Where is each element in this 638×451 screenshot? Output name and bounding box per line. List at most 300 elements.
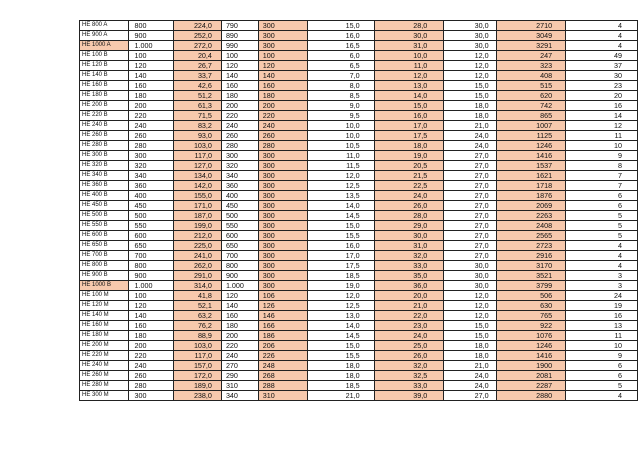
table-cell: 155,0 [173,191,221,201]
table-cell: 360 [221,181,258,191]
table-row [80,241,638,251]
table-cell: 12 [566,121,638,131]
table-row [80,211,638,221]
table-cell: 2081 [496,371,566,381]
profile-name-cell: HE 200 M [80,341,129,351]
table-cell: 16,0 [307,241,374,251]
table-row [80,181,638,191]
table-cell: 247 [496,51,566,61]
table-row [80,371,638,381]
table-cell: 24,0 [444,141,496,151]
profile-name-cell: HE 260 B [80,131,129,141]
table-cell: 28,0 [374,21,444,31]
table-cell: 515 [496,81,566,91]
profile-name-cell: HE 300 B [80,151,129,161]
table-cell: 24,0 [444,381,496,391]
table-cell: 280 [221,141,258,151]
table-cell: 790 [221,21,258,31]
table-cell: 238,0 [173,391,221,401]
table-cell: 29,0 [374,221,444,231]
table-cell: 300 [258,191,307,201]
table-cell: 12,0 [444,301,496,311]
table-cell: 27,0 [444,161,496,171]
table-cell: 15,5 [307,231,374,241]
table-cell: 37 [566,61,638,71]
table-cell: 16,0 [374,111,444,121]
table-cell: 17,0 [374,121,444,131]
table-cell: 15,0 [444,321,496,331]
table-cell: 765 [496,311,566,321]
table-cell: 300 [129,391,173,401]
table-row [80,291,638,301]
table-cell: 290 [221,371,258,381]
table-cell: 310 [221,381,258,391]
table-cell: 14 [566,111,638,121]
table-cell: 12,0 [444,61,496,71]
table-cell: 248 [258,361,307,371]
table-cell: 12,5 [307,181,374,191]
profile-name-cell: HE 320 B [80,161,129,171]
table-cell: 24 [566,291,638,301]
table-cell: 23 [566,81,638,91]
table-cell: 17,5 [374,131,444,141]
table-cell: 19,0 [307,281,374,291]
table-cell: 120 [129,301,173,311]
profile-name-cell: HE 1000 B [80,281,129,291]
table-cell: 140 [129,71,173,81]
table-cell: 3799 [496,281,566,291]
profile-name-cell: HE 220 B [80,111,129,121]
table-cell: 18,5 [307,381,374,391]
table-cell: 9,5 [307,111,374,121]
profile-name-cell: HE 160 M [80,321,129,331]
table-cell: 1718 [496,181,566,191]
table-cell: 32,0 [374,251,444,261]
table-cell: 22,5 [374,181,444,191]
table-cell: 300 [258,261,307,271]
table-cell: 280 [129,141,173,151]
table-cell: 140 [221,71,258,81]
table-cell: 157,0 [173,361,221,371]
table-cell: 52,1 [173,301,221,311]
table-cell: 106 [258,291,307,301]
table-cell: 18,0 [307,361,374,371]
table-cell: 340 [221,171,258,181]
table-cell: 31,0 [374,41,444,51]
table-cell: 890 [221,31,258,41]
table-cell: 21,0 [374,301,444,311]
table-row [80,391,638,401]
table-cell: 6 [566,361,638,371]
table-cell: 61,3 [173,101,221,111]
profile-name-cell: HE 180 M [80,331,129,341]
table-cell: 922 [496,321,566,331]
table-cell: 650 [129,241,173,251]
table-cell: 27,0 [444,251,496,261]
table-cell: 200 [129,101,173,111]
table-cell: 1.000 [221,281,258,291]
table-cell: 33,7 [173,71,221,81]
profile-name-cell: HE 400 B [80,191,129,201]
table-cell: 206 [258,341,307,351]
table-cell: 19 [566,301,638,311]
table-cell: 15,0 [307,221,374,231]
table-cell: 280 [258,141,307,151]
table-cell: 600 [221,231,258,241]
table-cell: 27,0 [444,391,496,401]
table-cell: 51,2 [173,91,221,101]
profile-name-cell: HE 160 B [80,81,129,91]
table-cell: 4 [566,41,638,51]
table-row [80,271,638,281]
table-cell: 900 [129,271,173,281]
steel-profile-table [79,20,638,401]
table-cell: 171,0 [173,201,221,211]
table-cell: 800 [221,261,258,271]
table-cell: 220 [129,111,173,121]
table-row [80,101,638,111]
table-cell: 35,0 [374,271,444,281]
table-cell: 166 [258,321,307,331]
table-cell: 142,0 [173,181,221,191]
table-cell: 10,0 [374,51,444,61]
table-cell: 9,0 [307,101,374,111]
table-cell: 8 [566,161,638,171]
table-cell: 450 [129,201,173,211]
table-cell: 340 [221,391,258,401]
table-row [80,221,638,231]
table-cell: 1416 [496,151,566,161]
table-row [80,301,638,311]
table-cell: 620 [496,91,566,101]
table-cell: 24,0 [374,331,444,341]
table-cell: 17,0 [307,251,374,261]
table-row [80,41,638,51]
profile-name-cell: HE 1000 A [80,41,129,51]
table-row [80,111,638,121]
table-cell: 300 [258,281,307,291]
table-cell: 320 [221,161,258,171]
profile-name-cell: HE 120 M [80,301,129,311]
table-cell: 408 [496,71,566,81]
table-cell: 3049 [496,31,566,41]
table-cell: 300 [258,231,307,241]
table-row [80,81,638,91]
table-cell: 650 [221,241,258,251]
table-cell: 9 [566,151,638,161]
table-row [80,141,638,151]
table-cell: 550 [129,221,173,231]
table-cell: 300 [258,201,307,211]
table-cell: 31,0 [374,241,444,251]
table-cell: 2916 [496,251,566,261]
table-cell: 320 [129,161,173,171]
table-cell: 241,0 [173,251,221,261]
table-row [80,171,638,181]
table-cell: 260 [221,131,258,141]
table-cell: 28,0 [374,211,444,221]
table-cell: 26,0 [374,201,444,211]
table-cell: 500 [221,211,258,221]
table-cell: 30,0 [374,31,444,41]
table-row [80,131,638,141]
table-row [80,91,638,101]
table-cell: 33,0 [374,381,444,391]
table-cell: 360 [129,181,173,191]
table-cell: 30,0 [444,41,496,51]
table-cell: 800 [129,21,173,31]
table-cell: 1125 [496,131,566,141]
table-cell: 15,0 [374,101,444,111]
table-cell: 100 [221,51,258,61]
profile-name-cell: HE 360 B [80,181,129,191]
table-cell: 140 [221,301,258,311]
table-cell: 2723 [496,241,566,251]
table-cell: 14,0 [307,321,374,331]
table-cell: 12,0 [307,291,374,301]
table-cell: 1621 [496,171,566,181]
table-cell: 240 [221,121,258,131]
table-cell: 14,0 [374,91,444,101]
profile-name-cell: HE 140 M [80,311,129,321]
table-row [80,201,638,211]
table-cell: 11,5 [307,161,374,171]
table-cell: 27,0 [444,211,496,221]
table-cell: 24,0 [374,191,444,201]
table-cell: 220 [129,351,173,361]
table-cell: 1246 [496,141,566,151]
table-cell: 2263 [496,211,566,221]
table-cell: 742 [496,101,566,111]
table-cell: 272,0 [173,41,221,51]
table-cell: 18,0 [307,371,374,381]
table-cell: 300 [258,271,307,281]
profile-name-cell: HE 140 B [80,71,129,81]
table-cell: 30,0 [444,281,496,291]
table-cell: 26,0 [374,351,444,361]
table-cell: 20,0 [374,291,444,301]
table-cell: 20,4 [173,51,221,61]
table-cell: 30 [566,71,638,81]
profile-name-cell: HE 300 M [80,391,129,401]
profile-name-cell: HE 650 B [80,241,129,251]
table-cell: 6 [566,201,638,211]
table-cell: 310 [258,391,307,401]
table-row [80,331,638,341]
table-cell: 146 [258,311,307,321]
table-cell: 225,0 [173,241,221,251]
table-cell: 4 [566,261,638,271]
table-cell: 300 [221,151,258,161]
table-cell: 300 [258,181,307,191]
table-cell: 300 [129,151,173,161]
table-cell: 5 [566,381,638,391]
table-cell: 25,0 [374,341,444,351]
table-cell: 120 [221,291,258,301]
table-cell: 300 [258,251,307,261]
table-cell: 27,0 [444,171,496,181]
table-cell: 21,5 [374,171,444,181]
table-cell: 900 [129,31,173,41]
table-cell: 160 [129,81,173,91]
table-cell: 220 [258,111,307,121]
profile-name-cell: HE 280 B [80,141,129,151]
table-cell: 12,0 [444,311,496,321]
table-row [80,321,638,331]
table-cell: 27,0 [444,151,496,161]
table-cell: 300 [258,211,307,221]
table-cell: 10 [566,341,638,351]
table-cell: 134,0 [173,171,221,181]
table-cell: 15,5 [307,351,374,361]
table-cell: 16,5 [307,41,374,51]
table-cell: 23,0 [374,321,444,331]
table-cell: 11 [566,331,638,341]
table-cell: 27,0 [444,241,496,251]
table-cell: 20,5 [374,161,444,171]
table-cell: 300 [258,21,307,31]
table-cell: 300 [258,41,307,51]
table-cell: 117,0 [173,151,221,161]
table-row [80,51,638,61]
table-cell: 36,0 [374,281,444,291]
table-cell: 262,0 [173,261,221,271]
table-cell: 240 [221,351,258,361]
table-cell: 7,0 [307,71,374,81]
profile-table-container [79,20,638,401]
table-cell: 5 [566,221,638,231]
table-cell: 2069 [496,201,566,211]
table-cell: 24,0 [444,371,496,381]
table-cell: 140 [258,71,307,81]
table-cell: 30,0 [444,261,496,271]
table-cell: 16,0 [307,31,374,41]
table-cell: 120 [129,61,173,71]
profile-name-cell: HE 120 B [80,61,129,71]
table-cell: 200 [221,331,258,341]
table-cell: 21,0 [444,121,496,131]
table-cell: 160 [129,321,173,331]
table-cell: 7 [566,171,638,181]
table-cell: 12,5 [307,301,374,311]
table-cell: 186 [258,331,307,341]
table-cell: 10,0 [307,121,374,131]
table-cell: 9 [566,351,638,361]
profile-name-cell: HE 200 B [80,101,129,111]
table-row [80,341,638,351]
table-cell: 212,0 [173,231,221,241]
table-cell: 2710 [496,21,566,31]
table-cell: 180 [221,91,258,101]
table-cell: 268 [258,371,307,381]
table-cell: 83,2 [173,121,221,131]
table-cell: 126 [258,301,307,311]
profile-name-cell: HE 100 M [80,291,129,301]
table-cell: 3521 [496,271,566,281]
table-cell: 93,0 [173,131,221,141]
table-cell: 280 [129,381,173,391]
table-cell: 6,5 [307,61,374,71]
profile-name-cell: HE 450 B [80,201,129,211]
table-row [80,251,638,261]
table-row [80,231,638,241]
profile-name-cell: HE 280 M [80,381,129,391]
table-cell: 200 [258,101,307,111]
table-cell: 41,8 [173,291,221,301]
table-row [80,281,638,291]
profile-name-cell: HE 800 B [80,261,129,271]
table-cell: 160 [258,81,307,91]
table-cell: 19,0 [374,151,444,161]
table-cell: 180 [129,331,173,341]
table-cell: 12,0 [444,291,496,301]
table-cell: 1876 [496,191,566,201]
table-cell: 10 [566,141,638,151]
table-cell: 1900 [496,361,566,371]
table-cell: 10,5 [307,141,374,151]
table-cell: 27,0 [444,221,496,231]
profile-name-cell: HE 700 B [80,251,129,261]
table-cell: 13,5 [307,191,374,201]
table-cell: 240 [258,121,307,131]
table-cell: 13,0 [307,311,374,321]
table-cell: 14,0 [307,201,374,211]
table-cell: 300 [258,241,307,251]
table-cell: 180 [258,91,307,101]
profile-name-cell: HE 240 M [80,361,129,371]
profile-name-cell: HE 180 B [80,91,129,101]
table-cell: 103,0 [173,341,221,351]
table-cell: 15,0 [307,341,374,351]
table-cell: 18,0 [444,341,496,351]
table-cell: 30,0 [444,271,496,281]
table-row [80,361,638,371]
table-cell: 5 [566,211,638,221]
table-cell: 550 [221,221,258,231]
table-row [80,351,638,361]
table-cell: 160 [221,81,258,91]
table-cell: 13,0 [374,81,444,91]
table-cell: 300 [258,161,307,171]
table-cell: 450 [221,201,258,211]
table-cell: 300 [258,31,307,41]
table-cell: 100 [129,51,173,61]
table-cell: 189,0 [173,381,221,391]
table-cell: 224,0 [173,21,221,31]
table-cell: 14,5 [307,331,374,341]
table-cell: 1007 [496,121,566,131]
table-cell: 2287 [496,381,566,391]
table-cell: 39,0 [374,391,444,401]
table-cell: 4 [566,391,638,401]
table-cell: 314,0 [173,281,221,291]
table-row [80,261,638,271]
profile-name-cell: HE 900 B [80,271,129,281]
table-cell: 4 [566,251,638,261]
table-cell: 103,0 [173,141,221,151]
table-cell: 3 [566,281,638,291]
table-cell: 630 [496,301,566,311]
table-cell: 16 [566,311,638,321]
table-cell: 240 [129,361,173,371]
table-cell: 2880 [496,391,566,401]
table-cell: 30,0 [444,31,496,41]
table-cell: 6 [566,191,638,201]
table-cell: 15,0 [444,91,496,101]
table-cell: 506 [496,291,566,301]
table-cell: 172,0 [173,371,221,381]
table-cell: 22,0 [374,311,444,321]
